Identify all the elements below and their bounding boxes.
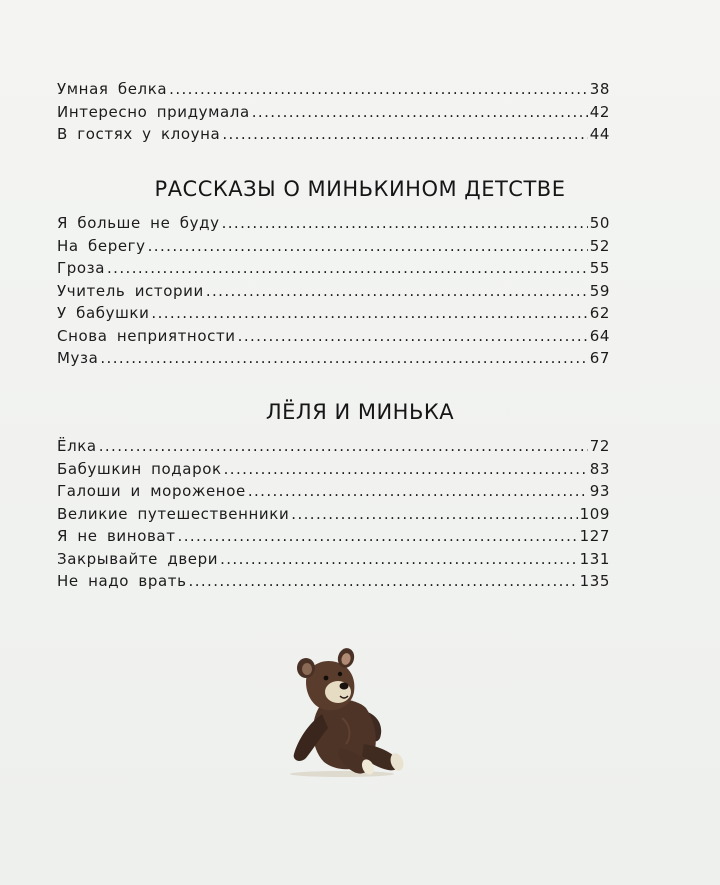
toc-entry <box>57 80 610 103</box>
toc-entry-title: Я больше не буду <box>57 214 220 232</box>
toc-entry-title: Гроза <box>57 259 106 277</box>
toc-entry-title: Бабушкин подарок <box>57 459 222 478</box>
toc-entry-page: 67 <box>589 349 610 367</box>
toc-entry <box>57 259 610 282</box>
toc-entry <box>57 304 610 327</box>
toc-entry <box>57 282 610 305</box>
toc-entry-title: Интересно придумала <box>57 102 250 121</box>
toc-leader-dots <box>100 349 587 367</box>
toc-entry <box>57 572 610 595</box>
section-heading: РАССКАЗЫ О МИНЬКИНОМ ДЕТСТВЕ <box>154 177 566 201</box>
toc-entry-page: 127 <box>579 527 610 545</box>
toc-entry-title: Ёлка <box>57 437 97 455</box>
toc-leader-dots <box>222 214 588 232</box>
toc-leader-dots <box>222 125 587 143</box>
toc-leader-dots <box>206 282 588 300</box>
toc-leader-dots <box>248 482 588 500</box>
toc-leader-dots <box>238 327 588 345</box>
toc-entry-page: 83 <box>589 459 610 478</box>
section-heading: ЛЁЛЯ И МИНЬКА <box>265 400 455 424</box>
toc-entry-page: 42 <box>589 102 610 121</box>
toc-entry-page: 50 <box>589 214 610 232</box>
toc-entry-title: Я не виноват <box>57 527 176 545</box>
toc-entry <box>57 214 610 237</box>
toc-entry-title: Учитель истории <box>57 281 204 300</box>
toc-entry-title: Муза <box>57 349 99 367</box>
toc-entry <box>57 237 610 260</box>
toc-entry-page: 44 <box>589 125 610 143</box>
toc-entry-title: У бабушки <box>57 304 150 322</box>
toc-leader-dots <box>189 572 578 590</box>
toc-leader-dots <box>252 103 588 121</box>
toc-entry-title: На берегу <box>57 236 146 255</box>
toc-leader-dots <box>107 259 588 277</box>
toc-list-lelya <box>57 437 610 595</box>
toc-entry-title: Умная белка <box>57 80 168 98</box>
toc-list-top <box>57 80 610 148</box>
toc-entry <box>57 125 610 148</box>
toc-entry-page: 38 <box>589 80 610 98</box>
toc-leader-dots <box>99 437 588 455</box>
teddy-bear-icon <box>280 648 410 778</box>
toc-entry-page: 52 <box>589 236 610 255</box>
toc-entry <box>57 482 610 505</box>
toc-entry-title: В гостях у клоуна <box>57 125 221 143</box>
toc-leader-dots <box>169 80 588 98</box>
toc-leader-dots <box>178 527 578 545</box>
toc-entry-page: 135 <box>579 572 610 590</box>
toc-entry-title: Не надо врать <box>57 572 187 590</box>
toc-entry-page: 109 <box>579 504 610 523</box>
toc-entry-title: Закрывайте двери <box>57 549 219 568</box>
toc-entry <box>57 349 610 372</box>
toc-leader-dots <box>291 505 577 523</box>
toc-entry-title: Галоши и мороженое <box>57 482 246 500</box>
toc-entry-page: 62 <box>589 304 610 322</box>
toc-list-minka <box>57 214 610 372</box>
toc-leader-dots <box>224 460 588 478</box>
toc-entry <box>57 527 610 550</box>
toc-entry-page: 72 <box>589 437 610 455</box>
toc-leader-dots <box>151 304 587 322</box>
toc-leader-dots <box>148 237 588 255</box>
toc-entry <box>57 327 610 350</box>
toc-entry <box>57 437 610 460</box>
toc-leader-dots <box>220 550 578 568</box>
toc-entry <box>57 103 610 126</box>
toc-entry <box>57 505 610 528</box>
toc-entry-page: 93 <box>589 482 610 500</box>
toc-entry-title: Великие путешественники <box>57 504 290 523</box>
toc-entry-title: Снова неприятности <box>57 326 236 345</box>
toc-entry-page: 59 <box>589 281 610 300</box>
toc-entry <box>57 460 610 483</box>
toc-entry-page: 55 <box>589 259 610 277</box>
toc-entry-page: 131 <box>579 549 610 568</box>
toc-entry <box>57 550 610 573</box>
toc-entry-page: 64 <box>589 326 610 345</box>
